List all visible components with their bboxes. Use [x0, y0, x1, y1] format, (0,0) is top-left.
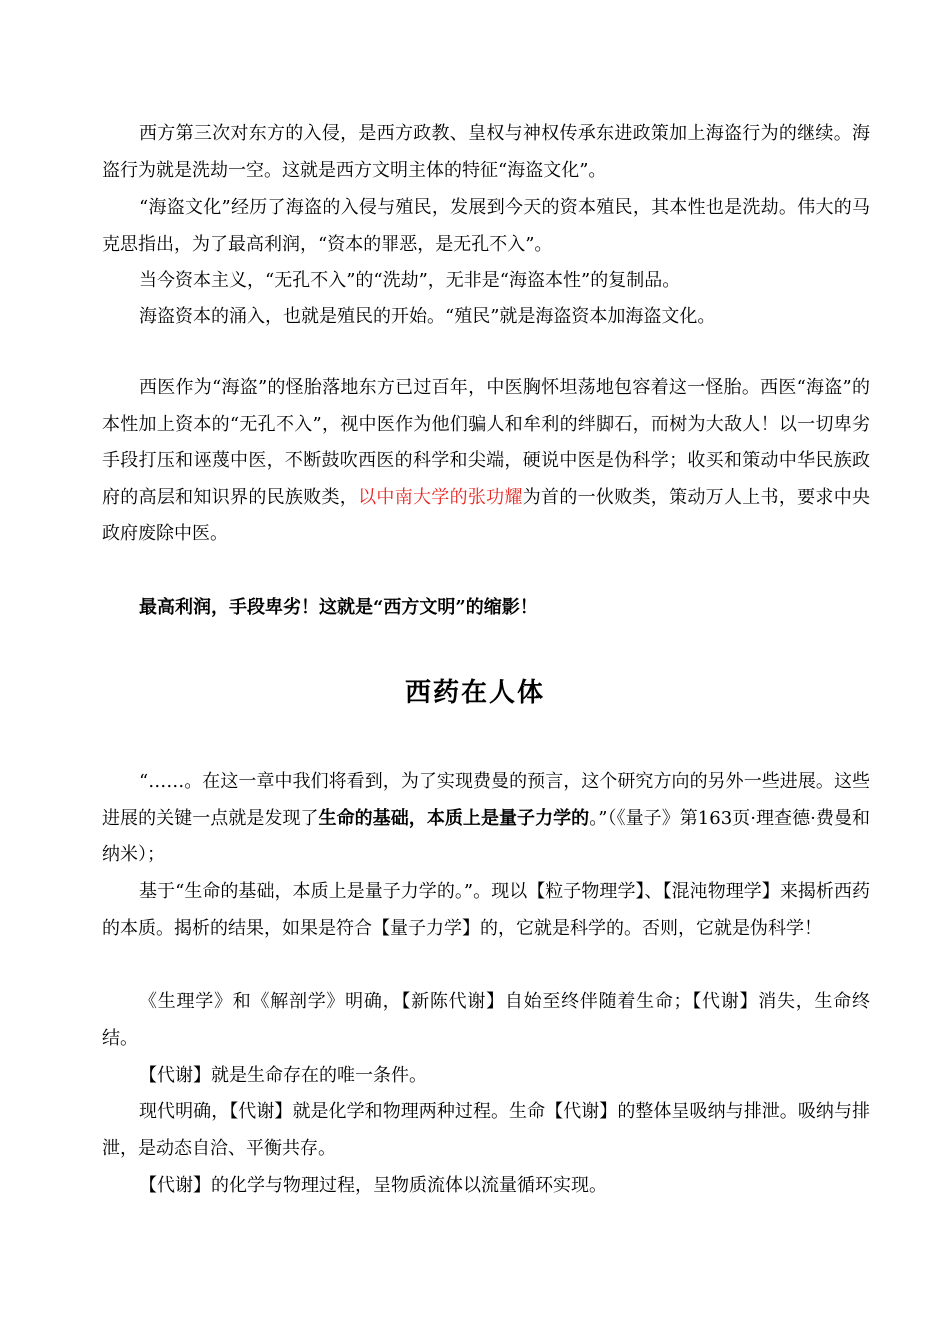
section-heading: 西药在人体: [404, 678, 545, 708]
quote-text-end: 。”（《量子》第163页·理查德·费曼和纳米）；: [102, 807, 871, 865]
paragraph-text-start: 西医作为“海盗”的怪胎落地东方已过百年，中医胸怀坦荡地包容着这一怪胎。西医“海盗”的本性加上资本的“无孔不入”，视中医作为他们骗人和牟利的绊脚石，而树为大敌人！以一切卑劣手段打压和诬蔑中医，不断鼓吹西医的科学和尖端，硬说中医是伪科学；收买和策动中华民族政府的高层和知识界的民族败类，: [102, 377, 870, 508]
paragraph-capitalism: 当今资本主义，“无孔不入”的“洗劫”，无非是“海盗本性”的复制品。: [139, 270, 681, 291]
paragraph-quote: [102, 764, 870, 874]
paragraph-pirate-culture: “海盗文化”经历了海盗的入侵与殖民，发展到今天的资本殖民，其本性也是洗劫。伟大的马克思指出，为了最高利润，“资本的罪恶，是无孔不入”。: [102, 197, 870, 255]
paragraph-metabolism-life: 《生理学》和《解剖学》明确，【新陈代谢】自始至终伴随着生命；【代谢】消失，生命终结。: [102, 991, 870, 1049]
paragraph-pirate-invasion: 西方第三次对东方的入侵，是西方政教、皇权与神权传承东进政策加上海盗行为的继续。海盗行为就是洗劫一空。这就是西方文明主体的特征“海盗文化”。: [102, 123, 870, 181]
highlighted-name: 以中南大学的张功耀: [358, 486, 523, 508]
paragraph-text-end: 为首的一伙败类，策动万人上书，要求中央政府废除中医。: [102, 486, 871, 544]
paragraph-quantum-basis: 基于“生命的基础，本质上是量子力学的。”。现以【粒子物理学】、【混沌物理学】来揭析西药的本质。揭析的结果，如果是符合【量子力学】的，它就是科学的。否则，它就是伪科学！: [102, 881, 870, 939]
paragraph-colonization: 海盗资本的涌入，也就是殖民的开始。“殖民”就是海盗资本加海盗文化。: [139, 306, 716, 327]
quote-text-start: “……。在这一章中我们将看到，为了实现费曼的预言，这个研究方向的另外一些进展。这些进展的关键一点就是发现了: [102, 771, 870, 829]
paragraph-metabolism-condition: 【代谢】就是生命存在的唯一条件。: [139, 1065, 427, 1086]
paragraph-metabolism-flow: 【代谢】的化学与物理过程，呈物质流体以流量循环实现。: [139, 1175, 607, 1196]
paragraph-western-medicine: [102, 370, 870, 553]
quote-bold-phrase: 生命的基础，本质上是量子力学的: [318, 807, 590, 829]
paragraph-metabolism-process: 现代明确，【代谢】就是化学和物理两种过程。生命【代谢】的整体呈吸纳与排泄。吸纳与排泄，是动态自洽、平衡共存。: [102, 1101, 870, 1159]
summary-statement: 最高利润，手段卑劣！这就是“西方文明”的缩影！: [139, 597, 538, 618]
